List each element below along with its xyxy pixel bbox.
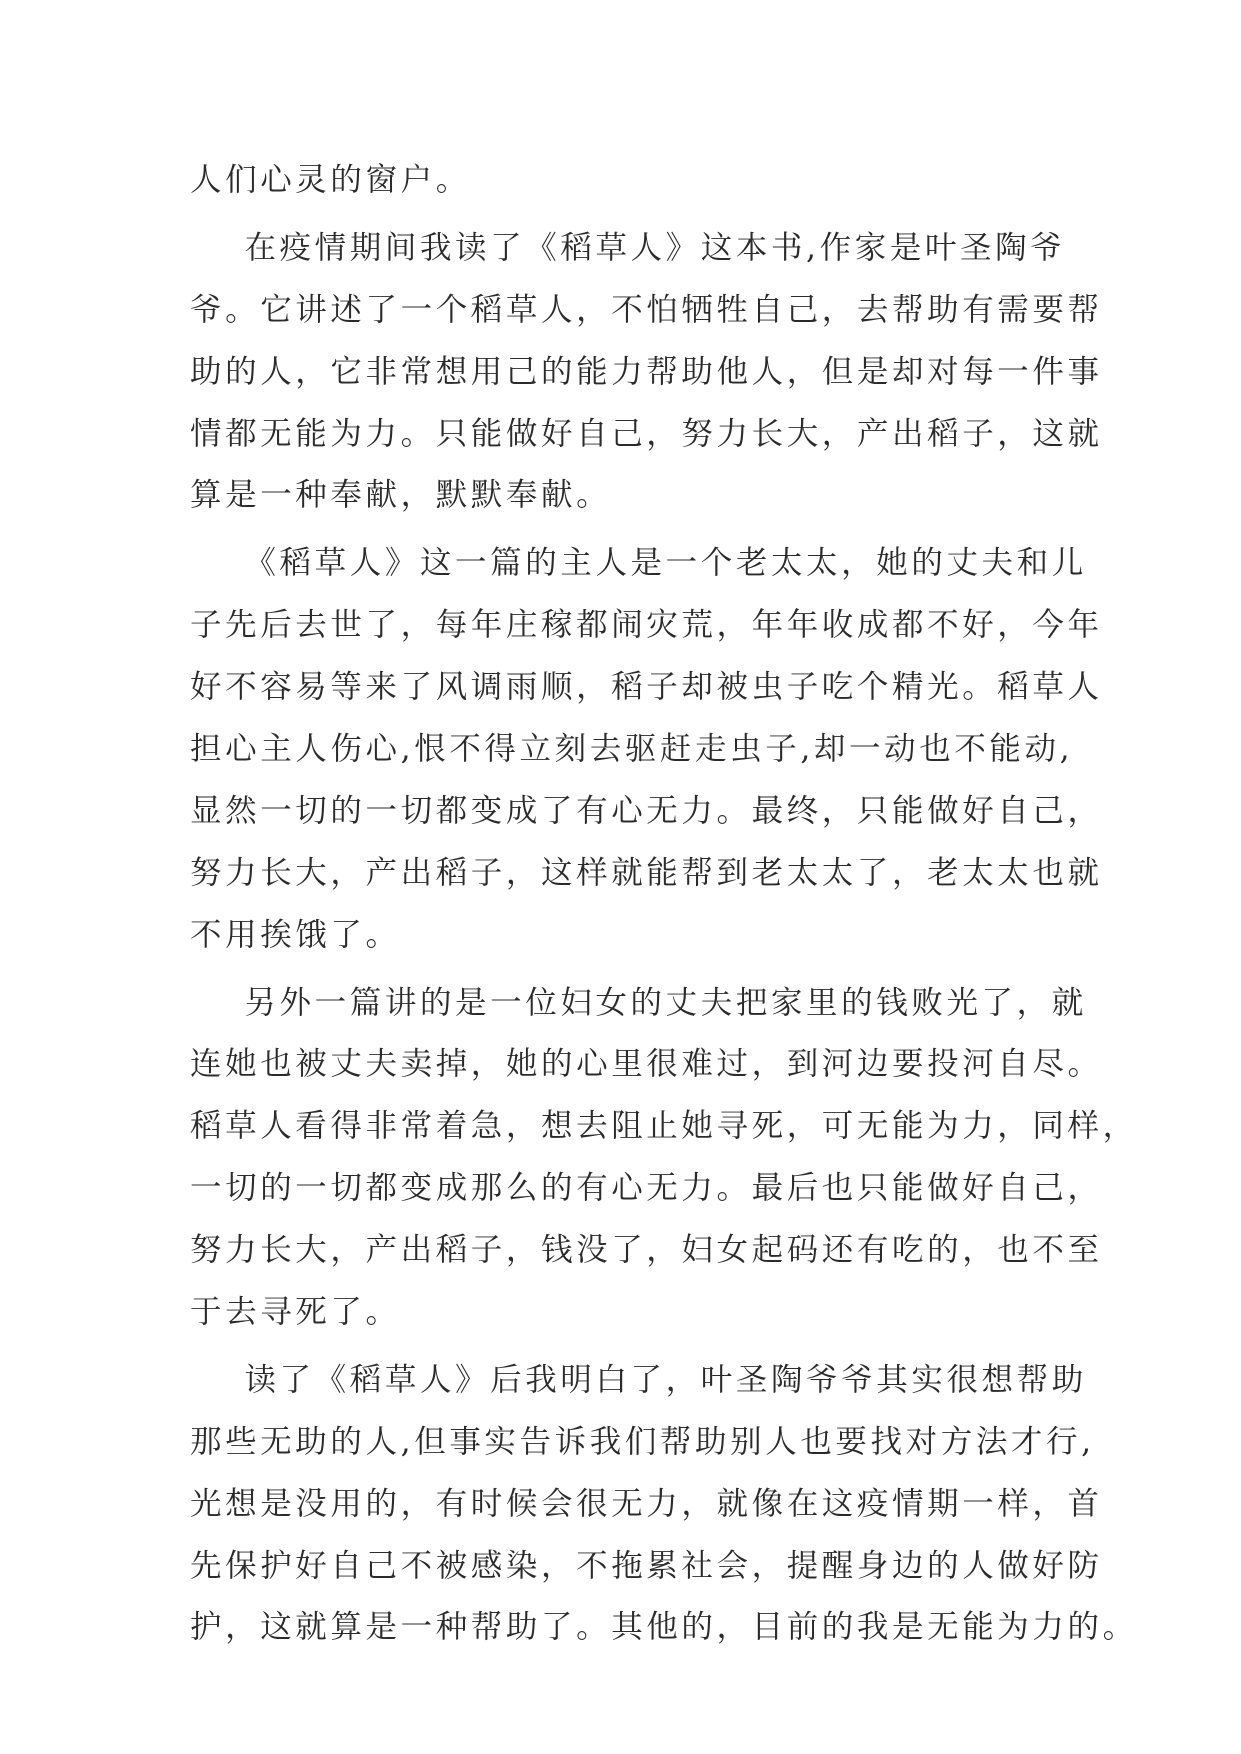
paragraph bbox=[190, 973, 1138, 1344]
text-line: 努力长大，产出稻子，这样就能帮到老太太了，老太太也就 bbox=[190, 854, 1103, 891]
text-line: 担心主人伤心,恨不得立刻去驱赶走虫子,却一动也不能动, bbox=[190, 731, 1074, 768]
text-line: 努力长大，产出稻子，钱没了，妇女起码还有吃的，也不至 bbox=[190, 1232, 1103, 1269]
text-line: 算是一种奉献，默默奉献。 bbox=[190, 477, 612, 514]
text-line: 另外一篇讲的是一位妇女的丈夫把家里的钱败光了，就 bbox=[190, 984, 1087, 1021]
text-line: 《稻草人》这一篇的主人是一个老太太，她的丈夫和儿 bbox=[190, 545, 1087, 582]
text-line: 一切的一切都变成那么的有心无力。最后也只能做好自己， bbox=[190, 1170, 1103, 1207]
text-line: 光想是没用的，有时候会很无力，就像在这疫情期一样，首 bbox=[190, 1485, 1103, 1522]
text-line: 护，这就算是一种帮助了。其他的，目前的我是无能为力的。 bbox=[190, 1609, 1138, 1646]
text-line: 不用挨饿了。 bbox=[190, 916, 401, 953]
text-line: 显然一切的一切都变成了有心无力。最终，只能做好自己， bbox=[190, 792, 1103, 829]
text-line: 助的人，它非常想用己的能力帮助他人，但是却对每一件事 bbox=[190, 353, 1103, 390]
paragraph bbox=[190, 1350, 1138, 1659]
text-line: 在疫情期间我读了《稻草人》这本书,作家是叶圣陶爷 bbox=[190, 229, 1066, 266]
text-line: 好不容易等来了风调雨顺，稻子却被虫子吃个精光。稻草人 bbox=[190, 669, 1103, 706]
paragraph bbox=[190, 150, 1070, 212]
text-line: 那些无助的人,但事实告诉我们帮助别人也要找对方法才行, bbox=[190, 1423, 1095, 1460]
essay-body bbox=[190, 150, 1138, 1659]
text-line: 子先后去世了，每年庄稼都闹灾荒，年年收成都不好，今年 bbox=[190, 607, 1103, 644]
text-line: 稻草人看得非常着急，想去阻止她寻死，可无能为力，同样， bbox=[190, 1108, 1138, 1145]
paragraph bbox=[190, 533, 1103, 966]
text-line: 连她也被丈夫卖掉，她的心里很难过，到河边要投河自尽。 bbox=[190, 1046, 1103, 1083]
text-line: 人们心灵的窗户。 bbox=[190, 162, 471, 198]
text-line: 于去寻死了。 bbox=[190, 1294, 401, 1331]
text-line: 读了《稻草人》后我明白了，叶圣陶爷爷其实很想帮助 bbox=[190, 1361, 1087, 1398]
paragraph bbox=[190, 218, 1103, 527]
text-line: 先保护好自己不被感染，不拖累社会，提醒身边的人做好防 bbox=[190, 1547, 1103, 1584]
text-line: 爷。它讲述了一个稻草人，不怕牺牲自己，去帮助有需要帮 bbox=[190, 291, 1103, 328]
text-line: 情都无能为力。只能做好自己，努力长大，产出稻子，这就 bbox=[190, 415, 1103, 452]
